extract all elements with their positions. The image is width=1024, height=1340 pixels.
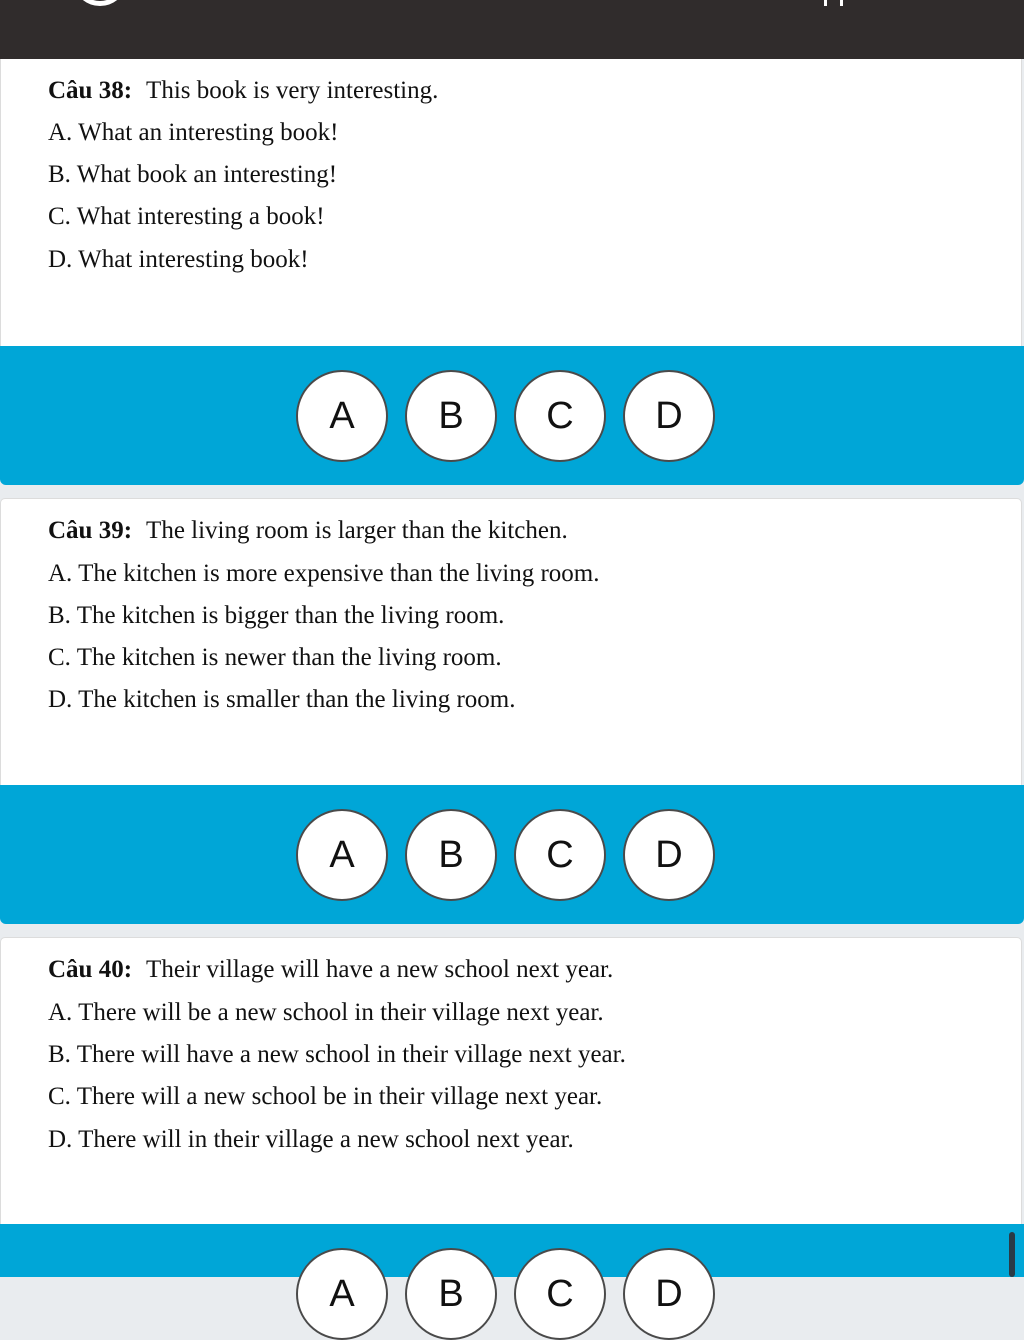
question-number: Câu 38: xyxy=(48,77,133,104)
option-c: C. The kitchen is newer than the living room. xyxy=(48,644,502,671)
option-b: B. The kitchen is bigger than the living room. xyxy=(48,602,505,629)
answer-button-d[interactable]: D xyxy=(623,1248,715,1340)
option-a: A. What an interesting book! xyxy=(48,119,339,146)
option-c: C. There will a new school be in their village next year. xyxy=(48,1083,603,1110)
question-card xyxy=(0,59,1022,346)
answer-button-c[interactable]: C xyxy=(514,370,606,462)
answer-button-d[interactable]: D xyxy=(623,370,715,462)
option-a: A. The kitchen is more expensive than the living room. xyxy=(48,560,600,587)
answer-button-c[interactable]: C xyxy=(514,1248,606,1340)
bar-mark-icon xyxy=(824,0,827,6)
question-text xyxy=(48,77,438,105)
question-number: Câu 40: xyxy=(48,956,133,983)
option-d: D. What interesting book! xyxy=(48,246,309,273)
answer-button-b[interactable]: B xyxy=(405,370,497,462)
app-logo-icon xyxy=(76,0,124,6)
answer-button-d[interactable]: D xyxy=(623,809,715,901)
answer-button-a[interactable]: A xyxy=(296,809,388,901)
answer-bar xyxy=(0,346,1024,485)
question-text xyxy=(48,956,613,984)
answer-button-a[interactable]: A xyxy=(296,370,388,462)
question-text xyxy=(48,517,568,545)
answer-button-a[interactable]: A xyxy=(296,1248,388,1340)
option-a: A. There will be a new school in their village next year. xyxy=(48,999,604,1026)
question-prompt: The living room is larger than the kitchen. xyxy=(146,517,568,544)
answer-bar xyxy=(0,1224,1024,1315)
bar-mark-icon xyxy=(840,0,843,6)
option-c: C. What interesting a book! xyxy=(48,203,325,230)
question-card xyxy=(0,498,1022,785)
option-d: D. The kitchen is smaller than the living room. xyxy=(48,686,516,713)
option-b: B. What book an interesting! xyxy=(48,161,338,188)
question-number: Câu 39: xyxy=(48,517,133,544)
option-d: D. There will in their village a new school next year. xyxy=(48,1126,574,1153)
question-prompt: Their village will have a new school next year. xyxy=(146,956,614,983)
question-card xyxy=(0,937,1022,1224)
answer-button-c[interactable]: C xyxy=(514,809,606,901)
top-bar xyxy=(0,0,1024,59)
answer-button-b[interactable]: B xyxy=(405,809,497,901)
answer-bar xyxy=(0,785,1024,924)
answer-button-b[interactable]: B xyxy=(405,1248,497,1340)
question-prompt: This book is very interesting. xyxy=(146,77,439,104)
option-b: B. There will have a new school in their village next year. xyxy=(48,1041,626,1068)
scrollbar-thumb[interactable] xyxy=(1009,1232,1015,1277)
